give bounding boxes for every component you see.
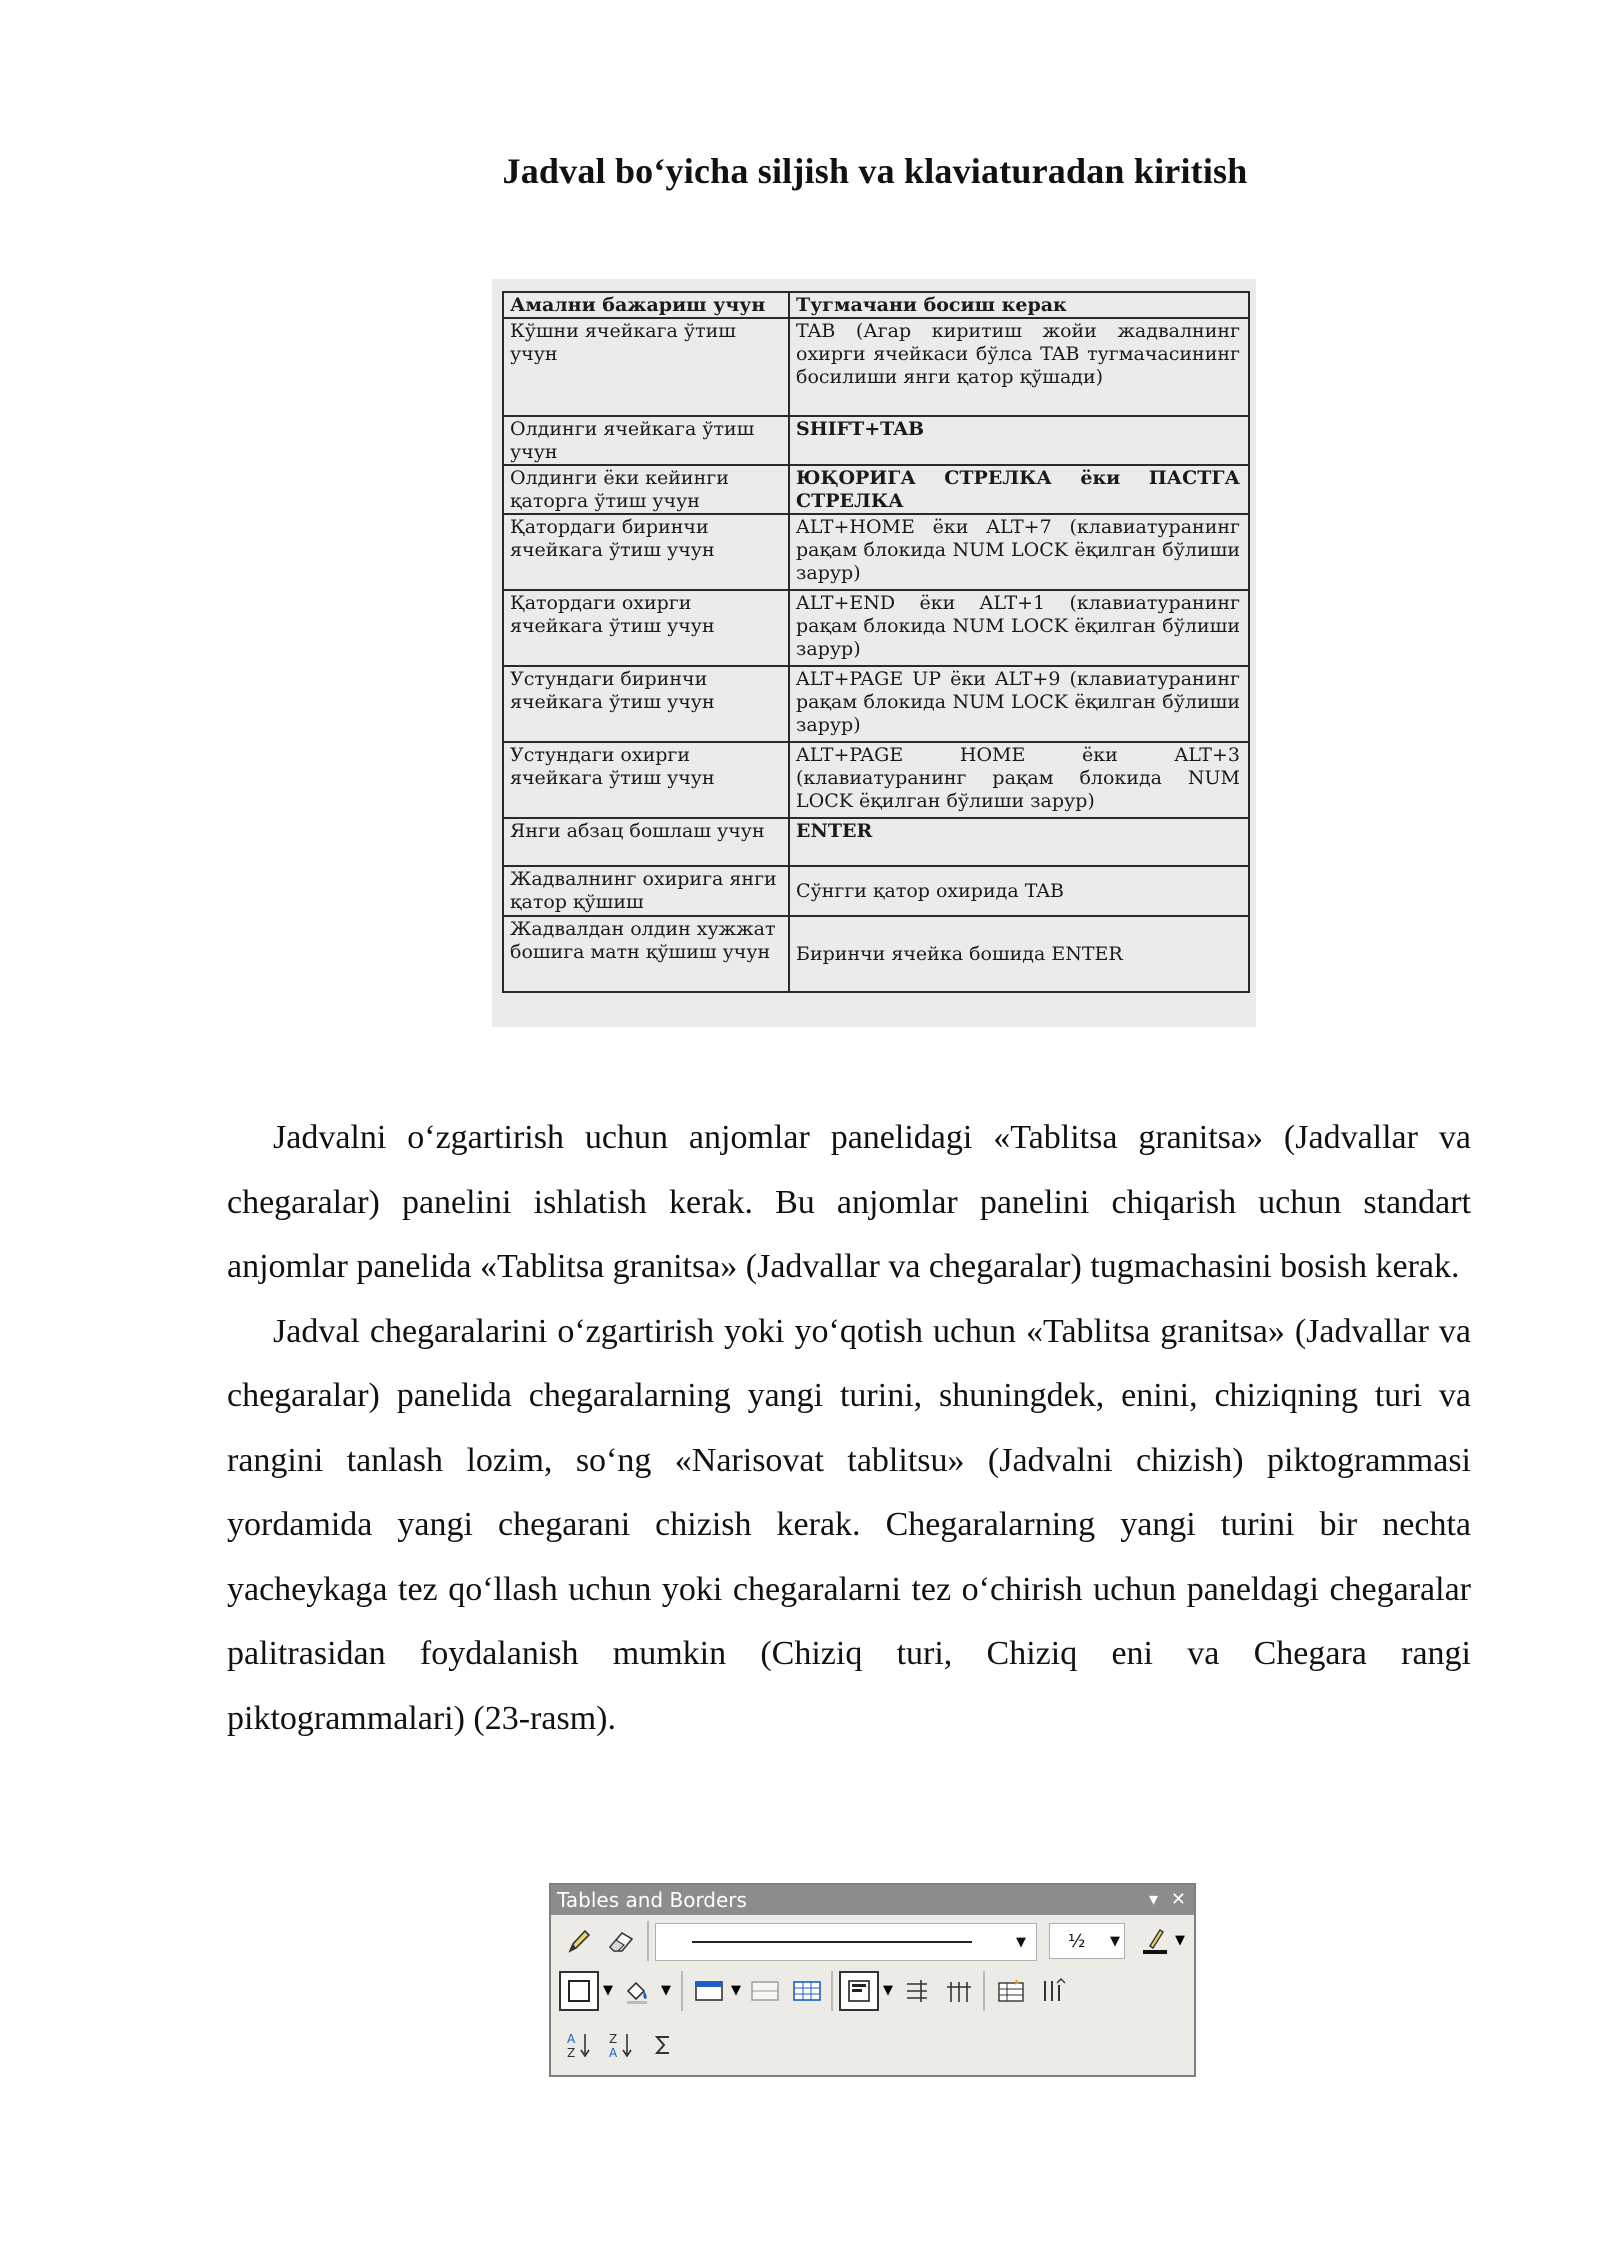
split-cells-icon[interactable]	[787, 1971, 827, 2011]
table-row	[503, 318, 1249, 416]
table-cell-action: Янги абзац бошлаш учун	[503, 818, 789, 866]
table-row	[503, 916, 1249, 992]
text-direction-icon[interactable]	[1033, 1971, 1073, 2011]
shortcut-table-image	[492, 279, 1256, 1027]
chevron-down-icon[interactable]: ▼	[661, 1983, 671, 1998]
toolbar-title: Tables and Borders	[557, 1888, 747, 1912]
table-cell-action: Устундаги биринчи ячейкага ўтиш учун	[503, 666, 789, 742]
shading-color-bucket-icon[interactable]	[617, 1971, 657, 2011]
svg-text:A: A	[609, 2046, 618, 2060]
chevron-down-icon[interactable]: ▼	[1175, 1933, 1185, 1948]
table-cell-keys: ENTER	[789, 818, 1249, 866]
table-cell-action: Олдинги ёки кейинги қаторга ўтиш учун	[503, 465, 789, 514]
border-color-pen-icon[interactable]	[1135, 1921, 1175, 1961]
chevron-down-icon[interactable]: ▼	[731, 1983, 741, 1998]
autosum-icon[interactable]	[643, 2025, 683, 2065]
close-icon[interactable]: ✕	[1170, 1889, 1186, 1910]
table-row	[503, 416, 1249, 465]
table-row	[503, 818, 1249, 866]
toolbar-options-icon[interactable]: ▾	[1148, 1889, 1158, 1910]
table-row	[503, 465, 1249, 514]
outside-border-icon[interactable]	[559, 1971, 599, 2011]
table-cell-keys: Биринчи ячейка бошида ENTER	[789, 916, 1249, 992]
table-row	[503, 590, 1249, 666]
toolbar-separator	[831, 1971, 833, 2011]
table-cell-keys: ALT+END ёки ALT+1 (клавиатуранинг рақам блокида NUM LOCK ёқилган бўлиши зарур)	[789, 590, 1249, 666]
toolbar-separator	[983, 1971, 985, 2011]
toolbar-row-1	[555, 1919, 1191, 1965]
body-text	[227, 1106, 1471, 1751]
chevron-down-icon[interactable]: ▼	[1110, 1934, 1120, 1949]
align-top-left-icon[interactable]	[839, 1971, 879, 2011]
table-row	[503, 742, 1249, 818]
distribute-rows-icon[interactable]	[897, 1971, 937, 2011]
table-cell-keys: ALT+PAGE UP ёки ALT+9 (клавиатуранинг рақам блокида NUM LOCK ёқилган бўлиши зарур)	[789, 666, 1249, 742]
paragraph: Jadval chegaralarini o‘zgartirish yoki yo‘qotish uchun «Tablitsa granitsa» (Jadvallar va chegaralar) panelida chegaralarning yangi turini, shuningdek, enini, chiziqning turi va rangini tanlash lozim, so‘ng «Narisovat tablitsu» (Jadvalni chizish) piktogrammasi yordamida yangi chegarani chizish kerak. Chegaralarning yangi turini bir nechta yacheykaga tez qo‘llash uchun yoki chegaralarni tez o‘chirish uchun paneldagi chegaralar palitrasidan foydalanish mumkin (Chiziq turi, Chiziq eni va Chegara rangi piktogrammalari) (23-rasm).	[227, 1312, 1471, 1737]
table-cell-action: Устундаги охирги ячейкага ўтиш учун	[503, 742, 789, 818]
insert-table-icon[interactable]	[689, 1971, 729, 2011]
shortcut-table	[502, 291, 1250, 993]
line-style-sample	[692, 1941, 972, 1943]
table-cell-keys: ЮҚОРИГА СТРЕЛКА ёки ПАСТГА СТРЕЛКА	[789, 465, 1249, 514]
table-header-row	[503, 292, 1249, 318]
svg-text:A: A	[567, 2032, 576, 2046]
table-cell-keys: Сўнгги қатор охирида TAB	[789, 866, 1249, 916]
table-header-keys: Тугмачани босиш керак	[789, 292, 1249, 318]
table-cell-keys: ALT+PAGE HOME ёки ALT+3 (клавиатуранинг рақам блокида NUM LOCK ёқилган бўлиши зарур)	[789, 742, 1249, 818]
chevron-down-icon[interactable]: ▼	[883, 1983, 893, 1998]
svg-text:Z: Z	[567, 2046, 576, 2060]
paragraph: Jadvalni o‘zgartirish uchun anjomlar panelidagi «Tablitsa granitsa» (Jadvallar va chegaralar) panelini ishlatish kerak. Bu anjomlar panelini chiqarish uchun standart anjomlar panelida «Tablitsa granitsa» (Jadvallar va chegaralar) tugmachasini bosish kerak.	[227, 1119, 1471, 1285]
table-row	[503, 666, 1249, 742]
draw-table-pencil-icon[interactable]	[559, 1921, 599, 1961]
toolbar-separator	[681, 1971, 683, 2011]
sort-descending-icon[interactable]	[601, 2025, 641, 2065]
table-autoformat-icon[interactable]	[991, 1971, 1031, 2011]
table-cell-action: Қатордаги охирги ячейкага ўтиш учун	[503, 590, 789, 666]
line-style-dropdown[interactable]	[655, 1923, 1037, 1961]
tables-and-borders-toolbar	[549, 1883, 1196, 2077]
table-cell-action: Қатордаги биринчи ячейкага ўтиш учун	[503, 514, 789, 590]
distribute-columns-icon[interactable]	[939, 1971, 979, 2011]
page-title: Jadval bo‘yicha siljish va klaviaturadan kiritish	[502, 151, 1248, 191]
sort-ascending-icon[interactable]	[559, 2025, 599, 2065]
chevron-down-icon[interactable]: ▼	[1016, 1934, 1026, 1950]
table-header-action: Амални бажариш учун	[503, 292, 789, 318]
merge-cells-icon[interactable]	[745, 1971, 785, 2011]
table-row	[503, 514, 1249, 590]
table-cell-action: Олдинги ячейкага ўтиш учун	[503, 416, 789, 465]
chevron-down-icon[interactable]: ▼	[603, 1983, 613, 1998]
table-cell-action: Жадвалдан олдин хужжат бошига матн қўшиш учун	[503, 916, 789, 992]
toolbar-row-2	[555, 1969, 1191, 2015]
toolbar-row-3	[555, 2023, 755, 2069]
line-weight-dropdown[interactable]	[1049, 1923, 1125, 1959]
table-row	[503, 866, 1249, 916]
table-cell-action: Кўшни ячейкага ўтиш учун	[503, 318, 789, 416]
toolbar-title-bar[interactable]	[551, 1885, 1194, 1915]
table-cell-keys: TAB (Агар киритиш жойи жадвалнинг охирги ячейкаси бўлса TAB тугмачасининг босилиши янги қатор қўшади)	[789, 318, 1249, 416]
table-cell-keys: ALT+HOME ёки ALT+7 (клавиатуранинг рақам блокида NUM LOCK ёқилган бўлиши зарур)	[789, 514, 1249, 590]
table-cell-action: Жадвалнинг охирига янги қатор қўшиш	[503, 866, 789, 916]
table-cell-keys: SHIFT+TAB	[789, 416, 1249, 465]
eraser-icon[interactable]	[601, 1921, 641, 1961]
svg-text:Z: Z	[609, 2032, 618, 2046]
line-weight-value: ½	[1068, 1931, 1086, 1952]
toolbar-separator	[647, 1921, 649, 1961]
